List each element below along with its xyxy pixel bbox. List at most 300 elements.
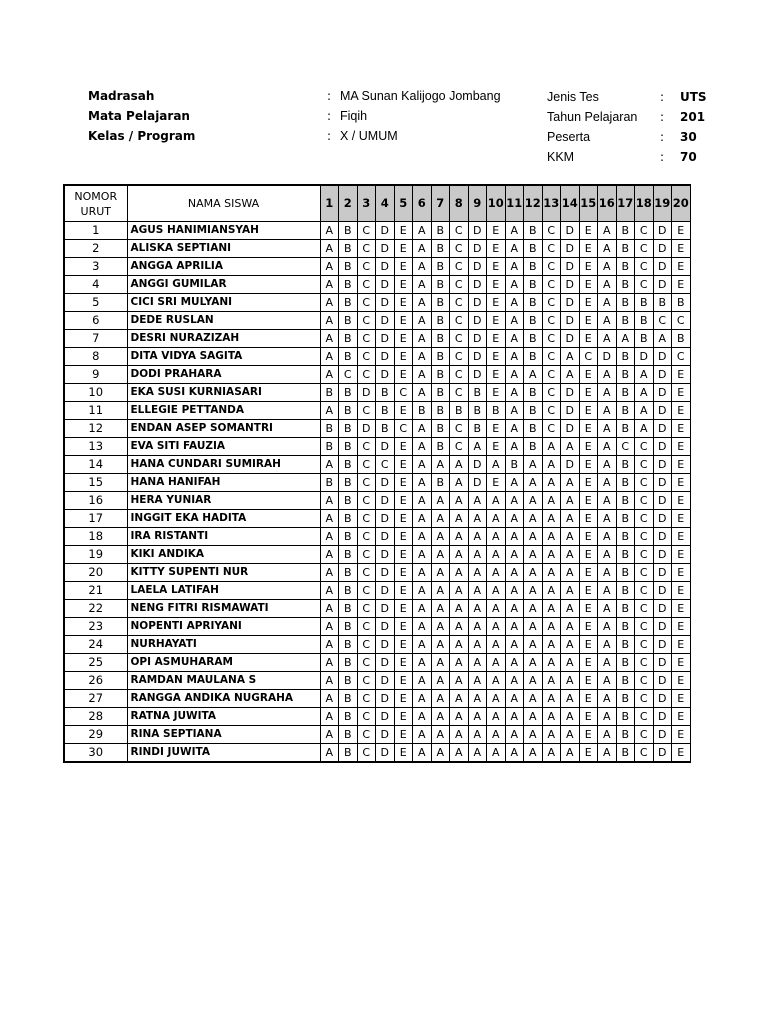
table-row [64,348,690,366]
student-name: CICI SRI MULYANI [127,294,320,312]
student-name: ANGGA APRILIA [127,258,320,276]
answer-cell: C [357,636,376,654]
answer-cell: B [339,384,358,402]
answer-cell: A [320,618,339,636]
answer-cell: C [357,510,376,528]
row-number: 22 [64,600,127,618]
answer-cell: B [339,564,358,582]
answer-cell: D [468,294,487,312]
answer-cell: A [320,240,339,258]
answer-cell: A [505,726,524,744]
answer-cell: A [598,330,617,348]
answer-cell: E [579,384,598,402]
answer-cell: B [339,600,358,618]
answer-cell: A [505,600,524,618]
answer-cell: B [524,258,543,276]
answer-cell: B [320,384,339,402]
answer-cell: B [339,294,358,312]
answer-cell: B [431,276,450,294]
student-name: KITTY SUPENTI NUR [127,564,320,582]
answer-cell: D [468,348,487,366]
answer-cell: A [524,654,543,672]
answer-cell: D [468,276,487,294]
answer-cell: A [561,492,580,510]
answer-cell: C [635,438,654,456]
answer-cell: B [431,312,450,330]
row-number: 8 [64,348,127,366]
answer-cell: A [450,672,469,690]
answer-cell: C [579,348,598,366]
answer-cell: A [320,708,339,726]
answer-cell: A [542,726,561,744]
answer-cell: A [487,672,506,690]
answer-cell: A [505,618,524,636]
row-number: 12 [64,420,127,438]
answer-cell: A [524,672,543,690]
answer-cell: A [561,690,580,708]
answer-cell: A [598,438,617,456]
answer-cell: C [635,582,654,600]
answer-cell: A [635,420,654,438]
answer-cell: D [561,222,580,240]
student-name: RAMDAN MAULANA S [127,672,320,690]
answer-cell: D [468,258,487,276]
answer-cell: A [413,258,432,276]
answer-cell: B [487,402,506,420]
answer-cell: A [413,672,432,690]
answer-cell: B [431,348,450,366]
answer-cell: A [413,564,432,582]
answer-cell: E [487,438,506,456]
answer-cell: E [579,222,598,240]
answer-cell: A [320,330,339,348]
row-number: 9 [64,366,127,384]
question-header: 7 [431,185,450,222]
row-number: 25 [64,654,127,672]
question-header: 5 [394,185,413,222]
answer-cell: A [431,600,450,618]
answer-cell: B [431,366,450,384]
answer-cell: A [431,456,450,474]
answer-cell: A [468,636,487,654]
answer-cell: A [542,582,561,600]
question-header: 9 [468,185,487,222]
answer-cell: E [394,654,413,672]
row-number: 24 [64,636,127,654]
answer-cell: A [487,600,506,618]
student-name: ALISKA SEPTIANI [127,240,320,258]
student-name: RINA SEPTIANA [127,726,320,744]
answer-cell: B [339,402,358,420]
answer-cell: E [672,744,691,763]
answer-cell: A [413,384,432,402]
answer-cell: B [672,294,691,312]
answer-cell: A [468,546,487,564]
answer-cell: E [394,312,413,330]
answer-cell: D [653,690,672,708]
answer-cell: C [635,744,654,763]
answer-cell: D [653,366,672,384]
row-number: 17 [64,510,127,528]
answer-cell: E [394,240,413,258]
answer-cell: A [524,474,543,492]
answer-cell: C [357,474,376,492]
answer-cell: E [672,492,691,510]
answer-cell: B [339,222,358,240]
answer-cell: B [524,276,543,294]
answer-cell: D [376,366,395,384]
table-row [64,582,690,600]
answer-cell: B [339,528,358,546]
answer-cell: A [524,366,543,384]
answer-cell: C [357,438,376,456]
answer-cell: B [616,582,635,600]
answer-cell: A [524,618,543,636]
answer-cell: C [635,690,654,708]
answer-cell: A [561,744,580,763]
answer-cell: E [579,492,598,510]
answer-cell: B [339,330,358,348]
answer-cell: A [542,654,561,672]
answer-cell: C [542,384,561,402]
answer-cell: D [653,654,672,672]
answer-cell: C [450,330,469,348]
nomor-header-line1: NOMOR [74,189,118,203]
row-number: 10 [64,384,127,402]
kelas-program-label: Kelas / Program [88,129,196,143]
answer-cell: C [542,402,561,420]
answer-cell: E [672,654,691,672]
answer-cell: A [542,528,561,546]
answer-cell: C [542,294,561,312]
answer-cell: B [431,222,450,240]
answer-cell: C [357,528,376,546]
row-number: 23 [64,618,127,636]
student-name: DEDE RUSLAN [127,312,320,330]
answer-cell: A [413,528,432,546]
answer-cell: A [413,690,432,708]
answer-cell: E [579,600,598,618]
row-number: 6 [64,312,127,330]
answer-cell: E [394,546,413,564]
answer-cell: E [672,240,691,258]
answer-cell: B [672,330,691,348]
answer-cell: C [635,474,654,492]
table-row [64,564,690,582]
answer-cell: A [653,330,672,348]
answer-cell: A [598,600,617,618]
answer-cell: C [357,744,376,763]
answer-cell: A [598,726,617,744]
tahun-pelajaran-sep: : [660,110,665,124]
answer-cell: A [450,654,469,672]
table-row [64,618,690,636]
answer-cell: B [339,438,358,456]
answer-cell: A [468,690,487,708]
answer-cell: A [598,294,617,312]
question-header: 14 [561,185,580,222]
answer-cell: C [542,366,561,384]
jenis-tes-sep: : [660,90,665,104]
answer-cell: A [487,546,506,564]
answer-cell: E [672,420,691,438]
answer-cell: D [653,384,672,402]
answer-cell: C [450,276,469,294]
answer-cell: A [561,564,580,582]
answer-cell: A [598,528,617,546]
answer-cell: A [505,546,524,564]
answer-cell: E [487,348,506,366]
question-header: 15 [579,185,598,222]
answer-cell: C [357,600,376,618]
row-number: 15 [64,474,127,492]
answer-cell: C [339,366,358,384]
answer-cell: A [598,366,617,384]
answer-cell: B [431,420,450,438]
answer-cell: A [413,636,432,654]
answer-cell: B [339,510,358,528]
table-header-row [64,185,690,222]
answer-cell: B [524,330,543,348]
nomor-urut-header [64,185,127,222]
answer-cell: C [357,564,376,582]
answer-cell: E [672,276,691,294]
answer-cell: B [468,402,487,420]
answer-cell: E [672,690,691,708]
answer-cell: A [413,600,432,618]
answer-cell: A [320,744,339,763]
answer-cell: B [524,384,543,402]
answer-cell: A [431,690,450,708]
answer-cell: A [450,510,469,528]
answer-cell: A [598,690,617,708]
answer-cell: A [542,690,561,708]
answer-cell: A [450,546,469,564]
table-row [64,708,690,726]
answer-cell: D [653,528,672,546]
answer-cell: C [635,546,654,564]
table-row [64,240,690,258]
answer-cell: E [487,312,506,330]
answer-cell: B [339,690,358,708]
answer-cell: A [561,582,580,600]
student-name: IRA RISTANTI [127,528,320,546]
answer-cell: A [598,222,617,240]
answer-cell: B [468,384,487,402]
answer-cell: D [376,438,395,456]
answer-cell: D [561,330,580,348]
answer-cell: A [561,510,580,528]
answer-cell: A [431,510,450,528]
question-header: 19 [653,185,672,222]
answer-cell: C [357,546,376,564]
answer-cell: C [357,330,376,348]
answer-cell: B [524,348,543,366]
answer-cell: B [524,312,543,330]
answer-cell: D [635,348,654,366]
answer-cell: B [505,456,524,474]
table-row [64,366,690,384]
answer-cell: E [394,366,413,384]
answer-cell: A [468,582,487,600]
answer-cell: A [635,366,654,384]
answer-cell: A [524,528,543,546]
table-row [64,636,690,654]
answer-cell: A [598,312,617,330]
table-row [64,654,690,672]
answer-cell: E [394,294,413,312]
answer-cell: A [561,546,580,564]
answer-cell: C [635,636,654,654]
answer-cell: E [579,258,598,276]
answer-cell: A [542,474,561,492]
answer-cell: A [561,528,580,546]
answer-cell: D [357,420,376,438]
kelas-program-sep: : [327,129,332,143]
answer-cell: E [672,600,691,618]
answer-cell: E [672,726,691,744]
answer-cell: E [672,672,691,690]
answer-cell: D [376,492,395,510]
answer-cell: E [579,564,598,582]
answer-cell: E [394,492,413,510]
answer-cell: E [487,294,506,312]
answer-cell: A [320,312,339,330]
madrasah-value: MA Sunan Kalijogo Jombang [340,89,501,103]
answer-cell: D [468,240,487,258]
answer-cell: E [672,366,691,384]
answer-cell: E [579,672,598,690]
answer-cell: A [524,690,543,708]
answer-cell: A [487,456,506,474]
answer-cell: A [413,330,432,348]
answer-cell: A [450,582,469,600]
answer-cell: A [487,528,506,546]
answer-cell: A [431,654,450,672]
answer-cell: B [524,420,543,438]
answer-cell: A [320,348,339,366]
student-name: RATNA JUWITA [127,708,320,726]
answer-cell: B [339,240,358,258]
answer-cell: A [450,474,469,492]
answer-cell: A [468,672,487,690]
answer-cell: C [635,240,654,258]
answer-cell: E [394,258,413,276]
answer-cell: A [561,618,580,636]
answer-cell: A [524,636,543,654]
answer-cell: C [635,600,654,618]
answer-cell: A [505,690,524,708]
answer-cell: A [487,510,506,528]
answer-cell: A [413,366,432,384]
answer-cell: A [505,258,524,276]
answer-cell: C [450,294,469,312]
answer-cell: B [524,240,543,258]
answer-cell: A [468,564,487,582]
answer-cell: C [672,348,691,366]
answer-cell: D [653,348,672,366]
answer-cell: B [468,420,487,438]
answer-cell: A [487,708,506,726]
answer-cell: E [487,420,506,438]
table-row [64,438,690,456]
answer-cell: E [487,330,506,348]
answer-cell: B [376,420,395,438]
answer-cell: C [635,492,654,510]
answer-cell: E [394,528,413,546]
answer-cell: B [524,294,543,312]
row-number: 27 [64,690,127,708]
answer-cell: A [598,618,617,636]
question-header: 20 [672,185,691,222]
answer-cell: A [505,492,524,510]
answer-cell: A [320,222,339,240]
answer-cell: A [450,564,469,582]
answer-cell: B [431,258,450,276]
peserta-sep: : [660,130,665,144]
answer-cell: B [616,366,635,384]
answer-cell: C [635,276,654,294]
answer-cell: A [487,582,506,600]
answer-cell: B [616,564,635,582]
answer-cell: C [357,312,376,330]
answer-cell: C [450,384,469,402]
answer-cell: B [339,672,358,690]
answer-cell: D [376,510,395,528]
answer-cell: C [357,456,376,474]
table-row [64,744,690,763]
answer-cell: A [413,492,432,510]
answer-cell: A [505,636,524,654]
kkm-label: KKM [547,150,575,164]
answer-cell: A [505,582,524,600]
answer-cell: A [542,456,561,474]
answer-cell: C [394,420,413,438]
answer-cell: A [598,474,617,492]
answer-cell: D [561,294,580,312]
answer-cell: E [672,402,691,420]
answer-cell: D [653,258,672,276]
answer-cell: B [339,258,358,276]
answer-cell: E [672,636,691,654]
answer-cell: D [468,222,487,240]
answer-cell: A [320,366,339,384]
answer-cell: A [487,492,506,510]
answer-cell: A [487,726,506,744]
answer-cell: B [450,402,469,420]
answer-cell: D [376,690,395,708]
answer-cell: B [616,258,635,276]
row-number: 19 [64,546,127,564]
answer-cell: D [376,672,395,690]
answer-cell: B [616,690,635,708]
answer-cell: A [320,600,339,618]
answer-cell: C [635,654,654,672]
answer-cell: E [672,618,691,636]
answer-cell: E [394,582,413,600]
answer-cell: D [653,618,672,636]
answer-cell: A [598,654,617,672]
answer-cell: A [413,654,432,672]
answer-cell: D [376,348,395,366]
answer-cell: D [653,222,672,240]
mata-pelajaran-label: Mata Pelajaran [88,109,190,123]
answer-cell: A [413,708,432,726]
answer-cell: C [357,348,376,366]
table-row [64,456,690,474]
answer-cell: C [357,690,376,708]
answer-cell: A [505,420,524,438]
